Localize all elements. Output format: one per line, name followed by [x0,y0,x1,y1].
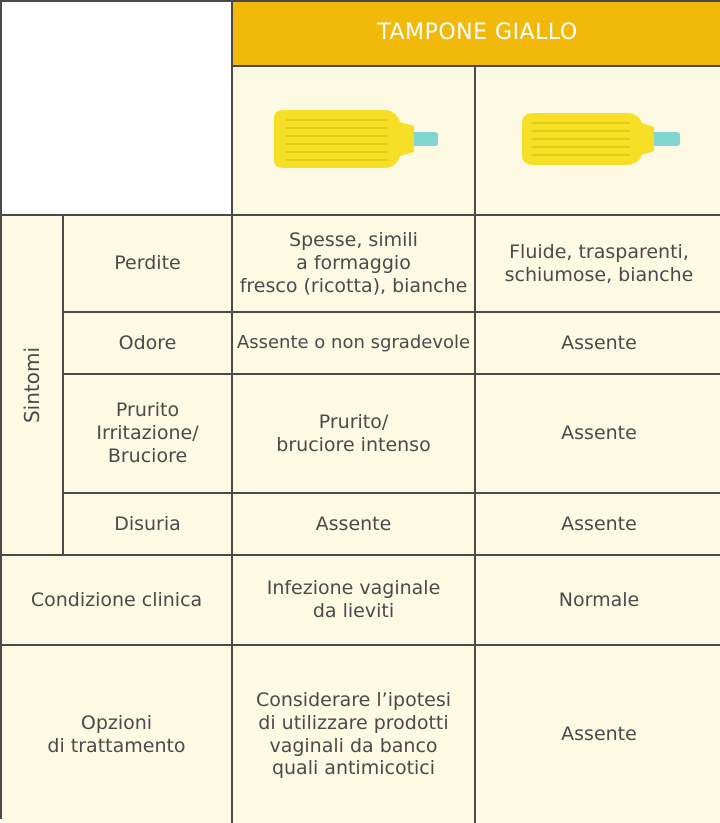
cell-prurito-col2: Assente [476,375,720,494]
row-label-opzioni: Opzioni di trattamento [2,646,233,823]
cell-perdite-col1: Spesse, simili a formaggio fresco (ricotta), bianche [233,216,476,313]
cell-condizione-col1: Infezione vaginale da lieviti [233,556,476,646]
cell-disuria-col2: Assente [476,494,720,556]
cell-perdite-col2: Fluide, trasparenti, schiumose, bianche [476,216,720,313]
swab-image-cell-1 [233,67,476,216]
cell-odore-col1: Assente o non sgradevole [233,313,476,375]
row-label-disuria: Disuria [64,494,233,556]
yellow-swab-icon [264,96,444,186]
cell-condizione-col2: Normale [476,556,720,646]
cell-odore-col2: Assente [476,313,720,375]
sintomi-label-text: Sintomi [20,346,44,424]
row-label-prurito: Prurito Irritazione/ Bruciore [64,375,233,494]
row-label-perdite: Perdite [64,216,233,313]
yellow-swab-icon [514,101,684,181]
swab-image-cell-2 [476,67,720,216]
cell-opzioni-col1: Considerare l’ipotesi di utilizzare prodotti vaginali da banco quali antimicotici [233,646,476,823]
sintomi-group-label [2,216,64,556]
cell-prurito-col1: Prurito/ bruciore intenso [233,375,476,494]
row-label-condizione: Condizione clinica [2,556,233,646]
table-header [233,2,720,67]
row-label-odore: Odore [64,313,233,375]
header-title: TAMPONE GIALLO [377,20,578,46]
blank-corner-cell [2,2,233,216]
cell-disuria-col1: Assente [233,494,476,556]
cell-opzioni-col2: Assente [476,646,720,823]
